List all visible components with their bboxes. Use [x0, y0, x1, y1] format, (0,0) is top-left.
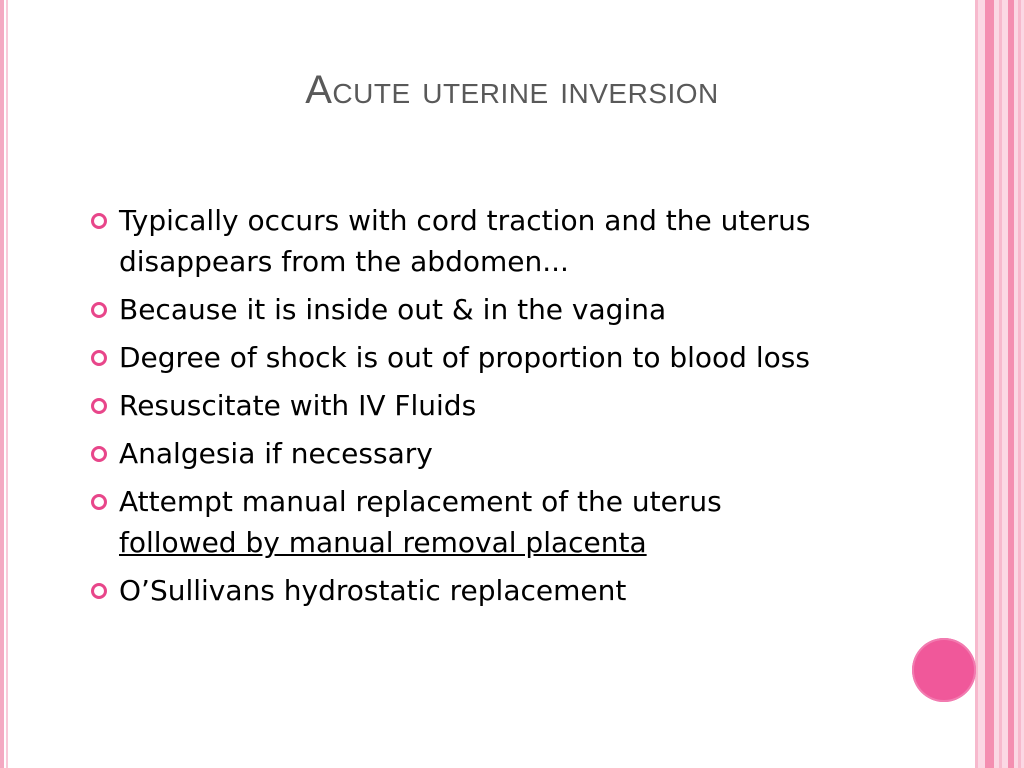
stripe	[999, 0, 1002, 768]
bullet-text: Degree of shock is out of proportion to blood loss	[119, 341, 810, 374]
bullet-text: Resuscitate with IV Fluids	[119, 389, 477, 422]
list-item	[88, 481, 888, 563]
list-item	[88, 200, 888, 282]
slide-title: Acute uterine inversion	[305, 68, 719, 112]
bullet-text: Analgesia if necessary	[119, 437, 433, 470]
bullet-text: Typically occurs with cord traction and the uterus disappears from the abdomen...	[119, 204, 811, 278]
list-item	[88, 433, 888, 474]
stripe	[1018, 0, 1021, 768]
list-item	[88, 385, 888, 426]
list-item	[88, 289, 888, 330]
bullet-icon	[91, 302, 107, 318]
bullet-icon	[91, 350, 107, 366]
bullet-text: O’Sullivans hydrostatic replacement	[119, 574, 627, 607]
list-item	[88, 570, 888, 611]
bullet-text: Because it is inside out & in the vagina	[119, 293, 667, 326]
stripe	[985, 0, 994, 768]
bullet-text: Attempt manual replacement of the uterus	[119, 485, 722, 518]
bullet-icon	[91, 583, 107, 599]
bullet-text-underlined: followed by manual removal placenta	[119, 526, 647, 559]
stripe	[975, 0, 978, 768]
bullet-icon	[91, 494, 107, 510]
bullet-list	[88, 200, 888, 618]
bullet-icon	[91, 213, 107, 229]
left-border	[0, 0, 4, 768]
left-border-inner	[6, 0, 8, 768]
list-item	[88, 337, 888, 378]
decorative-circle	[912, 638, 976, 702]
stripe	[1008, 0, 1014, 768]
bullet-icon	[91, 446, 107, 462]
bullet-icon	[91, 398, 107, 414]
